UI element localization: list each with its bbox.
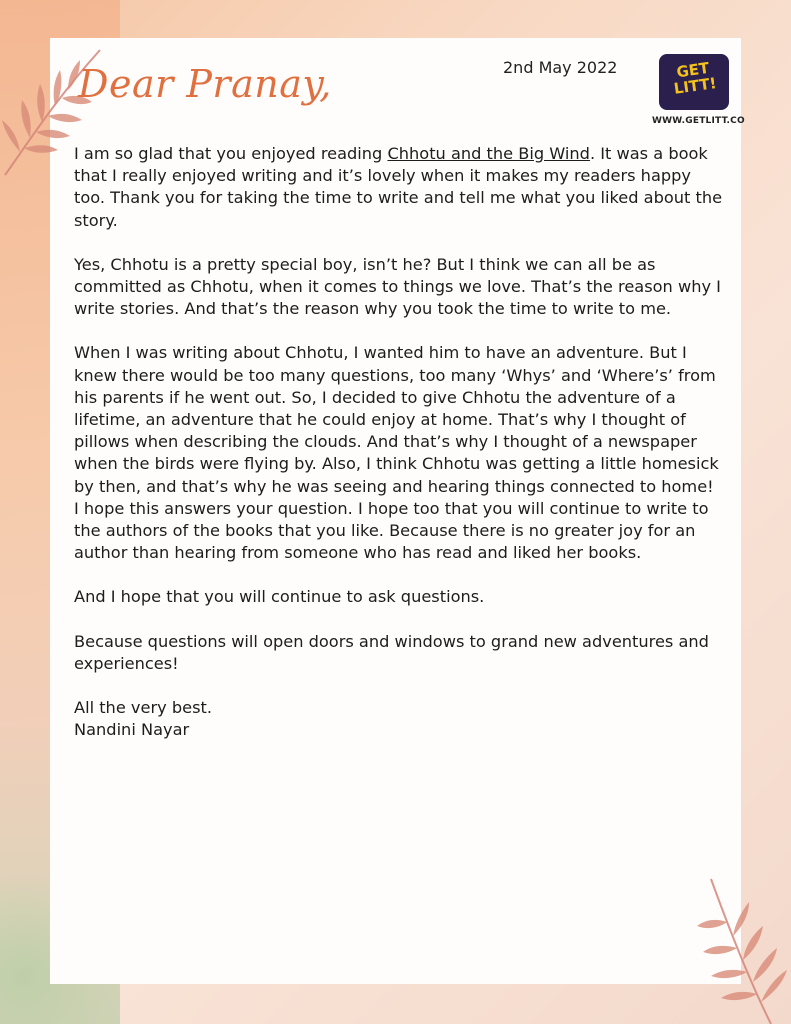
paragraph-6: Because questions will open doors and windows to grand new adventures and experiences! xyxy=(74,631,709,673)
logo-url: WWW.GETLITT.CO xyxy=(652,116,745,126)
paragraph-4: I hope this answers your question. I hope too that you will continue to write to the authors of the books that you like. Because there is no greater joy for an author than hearing from someone who has read and liked her books. xyxy=(74,498,709,563)
paragraph-3: When I was writing about Chhotu, I wanted him to have an adventure. But I knew there would be too many questions, too many ‘Whys’ and ‘Where’s’ from his parents if he went out. So, I decided to give Chhotu the adventure of a lifetime, an adventure that he could enjoy at home. That’s why I thought of pillows when describing the clouds. And that’s why I thought of a newspaper when the birds were flying by. Also, I think Chhotu was getting a little homesick by then, and that’s why he was seeing and hearing things connected to home! xyxy=(74,343,719,496)
letter-date: 2nd May 2022 xyxy=(503,58,618,77)
paragraph-2: Yes, Chhotu is a pretty special boy, isn’t he? But I think we can all be as committed as Chhotu, when it comes to things we love. That’s the reason why I write stories. And that’s the reason why you took the time to write to me. xyxy=(74,254,721,319)
signoff: All the very best. xyxy=(74,698,213,718)
paragraph-1 xyxy=(74,143,724,232)
getlitt-logo-icon xyxy=(659,54,729,110)
letter-body xyxy=(74,143,724,763)
leaf-branch-icon xyxy=(691,874,791,1024)
book-title: Chhotu and the Big Wind xyxy=(387,144,590,163)
logo-text: GET LITT! xyxy=(672,58,718,98)
paragraph-5: And I hope that you will continue to ask questions. xyxy=(74,587,485,607)
signature: Nandini Nayar xyxy=(74,720,190,740)
paragraph-1-end: . It was a book that I really enjoyed writing and it’s lovely when it makes my readers happy too. Thank you for taking the time to write and tell me what you liked about the story. xyxy=(74,144,723,230)
letter-greeting: Dear Pranay, xyxy=(78,62,332,106)
paragraph-1-start: I am so glad that you enjoyed reading xyxy=(74,144,388,163)
